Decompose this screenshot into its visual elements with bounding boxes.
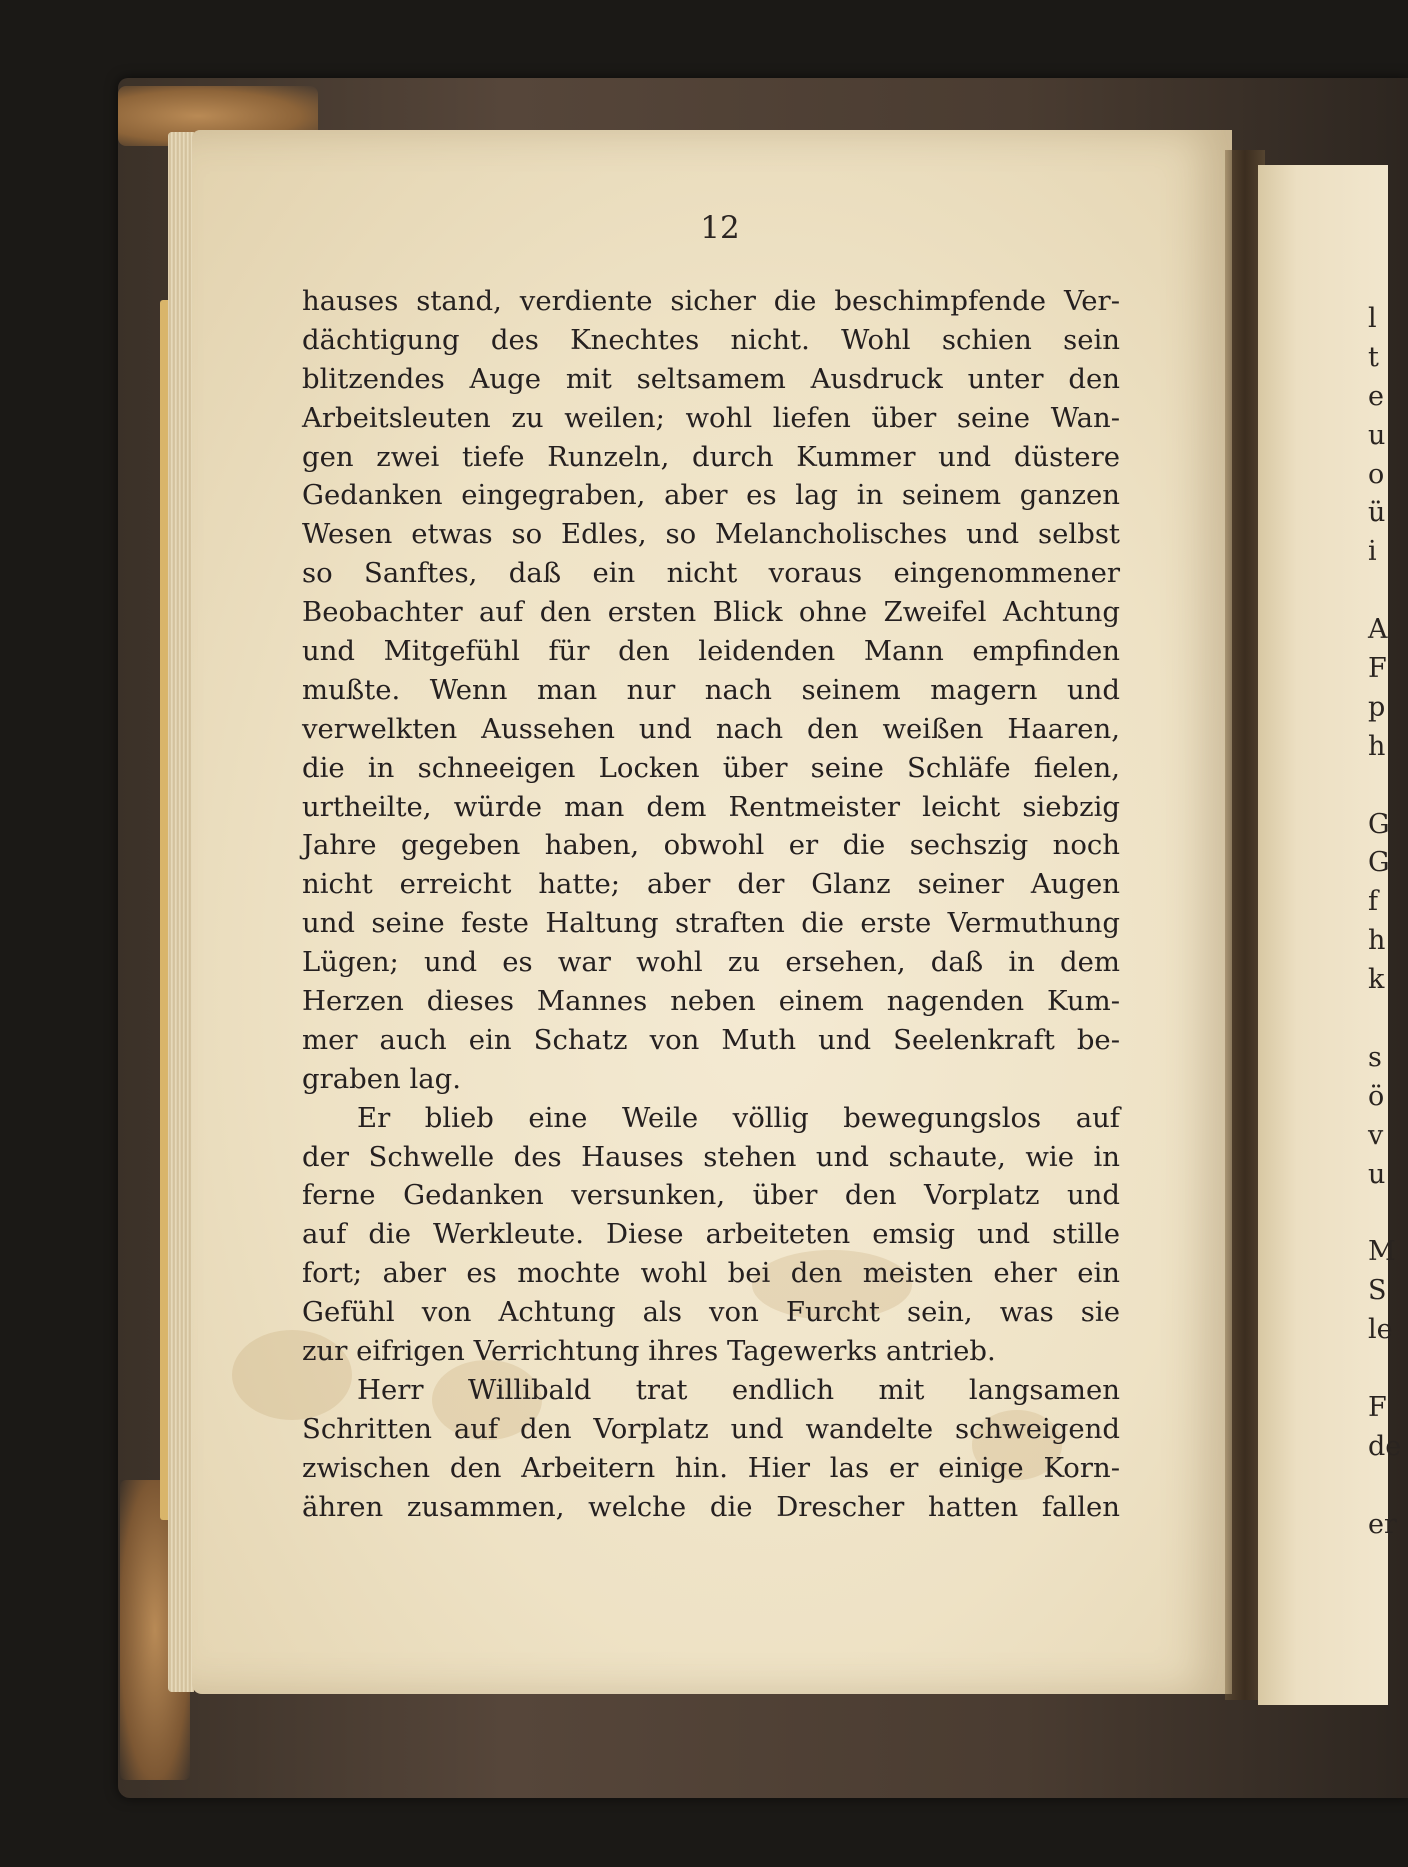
right-page-fragment: G [1368, 847, 1390, 879]
text-line: Lügen; und es war wohl zu ersehen, daß in dem [302, 946, 1120, 979]
right-page-fragment: u [1368, 419, 1386, 451]
right-page-fragment: F [1368, 1391, 1387, 1423]
text-line: Er blieb eine Weile völlig bewegungslos auf [357, 1101, 1120, 1134]
text-line: Gefühl von Achtung als von Furcht sein, was sie [302, 1296, 1120, 1329]
text-line: gen zwei tiefe Runzeln, durch Kummer und düstere [302, 440, 1120, 473]
right-page-fragment [1368, 767, 1388, 806]
right-page-fragment: h [1368, 925, 1386, 957]
right-page-fragment: l [1368, 303, 1377, 334]
text-line: zur eifrigen Verrichtung ihres Tagewerks antrieb. [302, 1335, 996, 1368]
right-page-fragment: f [1368, 886, 1378, 918]
text-line: Schritten auf den Vorplatz und wandelte schweigend [302, 1412, 1120, 1445]
right-page-fragment: de [1368, 1430, 1402, 1462]
text-line: die in schneeigen Locken über seine Schläfe fielen, [302, 751, 1120, 784]
right-page-fragment: t [1368, 341, 1379, 373]
text-line: mer auch ein Schatz von Muth und Seelenkraft be- [302, 1023, 1120, 1056]
text-line: fort; aber es mochte wohl bei den meisten eher ein [302, 1257, 1120, 1290]
text-line: verwelkten Aussehen und nach den weißen Haaren, [302, 712, 1120, 745]
text-line: Herr Willibald trat endlich mit langsamen [357, 1373, 1120, 1406]
text-line: mußte. Wenn man nur nach seinem magern und [302, 673, 1120, 706]
text-line: urtheilte, würde man dem Rentmeister leicht siebzig [302, 790, 1120, 823]
text-line: Jahre gegeben haben, obwohl er die sechszig noch [302, 829, 1120, 862]
right-page-fragment: o [1368, 458, 1385, 490]
text-line: Gedanken eingegraben, aber es lag in seinem ganzen [302, 479, 1120, 512]
right-page-fragment [1368, 1467, 1388, 1506]
text-line: ferne Gedanken versunken, über den Vorplatz und [302, 1179, 1120, 1212]
text-line: Wesen etwas so Edles, so Melancholisches und selbst [302, 518, 1120, 551]
text-line: blitzendes Auge mit seltsamem Ausdruck unter den [302, 362, 1120, 395]
right-page-fragment: A [1368, 614, 1388, 646]
text-line: Beobachter auf den ersten Blick ohne Zweifel Achtung [302, 596, 1120, 629]
text-line: und seine feste Haltung straften die erste Vermuthung [302, 907, 1120, 940]
text-line: Herzen dieses Mannes neben einem nagenden Kum- [302, 985, 1120, 1018]
text-line: so Sanftes, daß ein nicht voraus eingenommener [302, 557, 1120, 590]
text-line: dächtigung des Knechtes nicht. Wohl schien sein [302, 323, 1120, 356]
right-page-fragment: p [1368, 691, 1386, 723]
right-page-fragment: ü [1368, 497, 1386, 529]
right-page-fragment: e [1368, 380, 1384, 412]
text-line: ähren zusammen, welche die Drescher hatten fallen [302, 1490, 1120, 1523]
right-page-fragment: i [1368, 536, 1377, 568]
text-line: auf die Werkleute. Diese arbeiteten emsig und stille [302, 1218, 1120, 1251]
right-page-fragment: h [1368, 730, 1386, 762]
text-line: graben lag. [302, 1062, 462, 1095]
text-line: hauses stand, verdiente sicher die beschimpfende Ver- [302, 285, 1120, 317]
right-page-fragment: v [1368, 1119, 1384, 1151]
right-page-fragment: S [1368, 1275, 1387, 1307]
page-number: 12 [700, 210, 740, 246]
right-page-fragment: u [1368, 1158, 1386, 1190]
text-line: der Schwelle des Hauses stehen und schaute, wie in [302, 1140, 1120, 1173]
right-page-fragment [1368, 1194, 1388, 1233]
page-text [302, 282, 1120, 1527]
right-page-fragment: F [1368, 653, 1387, 685]
right-page-fragment: ö [1368, 1080, 1385, 1112]
right-page-fragment: s [1368, 1041, 1382, 1073]
right-page-fragment [1368, 1350, 1388, 1389]
right-page-fragment: er [1368, 1508, 1397, 1540]
right-page-fragment: le [1368, 1314, 1393, 1346]
right-page-fragment: G [1368, 808, 1390, 840]
text-line: zwischen den Arbeitern hin. Hier las er einige Korn- [302, 1451, 1120, 1484]
text-line: und Mitgefühl für den leidenden Mann empfinden [302, 635, 1120, 668]
right-page-fragment: k [1368, 964, 1385, 996]
right-page-fragment [1368, 572, 1388, 611]
right-page-text-fragments [1368, 300, 1402, 1545]
text-line: Arbeitsleuten zu weilen; wohl liefen über seine Wan- [302, 401, 1120, 434]
text-line: nicht erreicht hatte; aber der Glanz seiner Augen [302, 868, 1120, 901]
right-page-fragment [1368, 1000, 1388, 1039]
right-page-fragment: M [1368, 1236, 1396, 1268]
page-edges [168, 132, 194, 1692]
